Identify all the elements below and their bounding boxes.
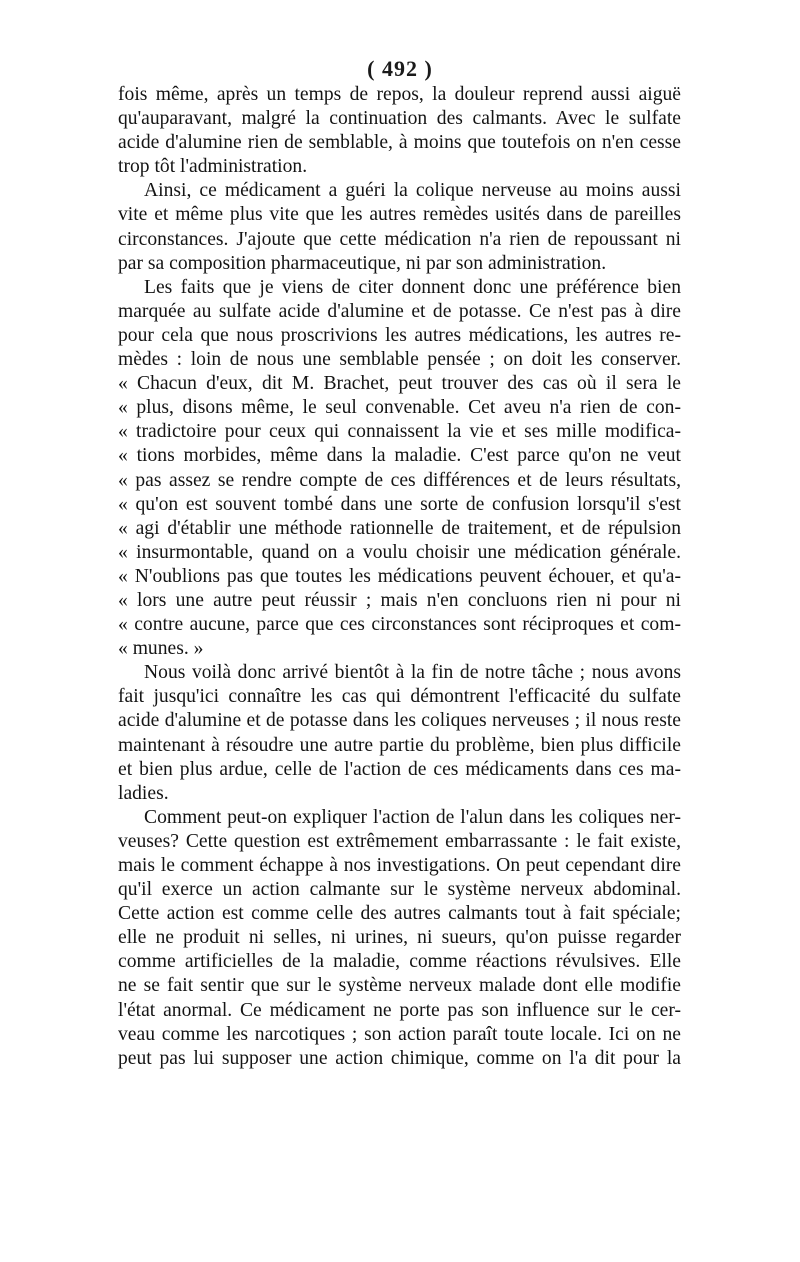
paragraph [118,179,681,275]
text-line: veau comme les narcotiques ; son action paraît toute locale. Ici on ne [118,1023,681,1045]
text-line: par sa composition pharmaceutique, ni par son administration. [118,252,607,274]
text-line: Les faits que je viens de citer donnent donc une préférence bien [144,276,681,298]
quote-line: « qu'on est souvent tombé dans une sorte de confusion lorsqu'il s'est [118,493,681,515]
quote-line: « Chacun d'eux, dit M. Brachet, peut trouver des cas où il sera le [118,373,681,395]
body-text [118,83,681,1071]
text-line: marquée au sulfate acide d'alumine et de potasse. Ce n'est pas à dire [118,300,681,322]
text-line: Nous voilà donc arrivé bientôt à la fin de notre tâche ; nous avons [144,662,681,684]
text-line: pour cela que nous proscrivions les autres médications, les autres re- [118,324,681,346]
paragraph [118,83,681,179]
quote-line: « lors une autre peut réussir ; mais n'en concluons rien ni pour ni [118,589,681,611]
text-line: fois même, après un temps de repos, la douleur reprend aussi aiguë [118,84,681,105]
quote-line: « munes. » [118,638,204,660]
text-line: ladies. [118,782,169,804]
text-line: Ainsi, ce médicament a guéri la colique nerveuse au moins aussi [144,180,681,202]
text-line: trop tôt l'administration. [118,156,308,178]
page-number: ( 492 ) [367,56,433,81]
text-line: fait jusqu'ici connaître les cas qui démontrent l'efficacité du sulfate [118,686,681,708]
quote-line: « tions morbides, même dans la maladie. C'est parce qu'on ne veut [118,445,681,467]
text-line: elle ne produit ni selles, ni urines, ni sueurs, qu'on puisse regarder [118,927,681,949]
quote-line: « pas assez se rendre compte de ces différences et de leurs résultats, [118,469,681,491]
quote-line: « insurmontable, quand on a voulu choisir une médication générale. [118,541,681,563]
text-line: l'état anormal. Ce médicament ne porte pas son influence sur le cer- [118,999,681,1021]
quote-line: « tradictoire pour ceux qui connaissent la vie et ses mille modifica- [118,421,681,443]
text-line: mais le comment échappe à nos investigations. On peut cependant dire [118,855,681,876]
quote-line: « N'oublions pas que toutes les médications peuvent échouer, et qu'a- [118,565,681,587]
paragraph [118,806,681,1071]
text-line: veuses? Cette question est extrêmement embarrassante : le fait existe, [118,830,681,852]
paragraph [118,276,681,662]
text-line: Comment peut-on expliquer l'action de l'alun dans les coliques ner- [144,806,681,828]
quote-line: « plus, disons même, le seul convenable. Cet aveu n'a rien de con- [118,397,681,419]
text-line: acide d'alumine et de potasse dans les coliques nerveuses ; il nous reste [118,710,681,732]
quote-line: « contre aucune, parce que ces circonstances sont réciproques et com- [118,614,681,636]
quote-line: « agi d'établir une méthode rationnelle de traitement, et de répulsion [118,517,681,539]
text-line: comme artificielles de la maladie, comme réactions révulsives. Elle [118,951,681,973]
text-line: qu'il exerce un action calmante sur le système nerveux abdominal. [118,879,681,901]
text-line: Cette action est comme celle des autres calmants tout à fait spéciale; [118,903,681,925]
text-line: peut pas lui supposer une action chimique, comme on l'a dit pour la [118,1047,681,1069]
text-line: mèdes : loin de nous une semblable pensée ; on doit les conserver. [118,349,681,371]
text-line: circonstances. J'ajoute que cette médication n'a rien de repoussant ni [118,228,681,250]
text-line: maintenant à résoudre une autre partie du problème, bien plus difficile [118,734,681,756]
text-line: acide d'alumine rien de semblable, à moins que toutefois on n'en cesse [118,132,681,154]
text-line: qu'auparavant, malgré la continuation des calmants. Avec le sulfate [118,108,681,130]
text-line: ne se fait sentir que sur le système nerveux malade dont elle modifie [118,975,681,997]
paragraph [118,661,681,806]
text-line: et bien plus ardue, celle de l'action de ces médicaments dans ces ma- [118,758,681,780]
text-line: vite et même plus vite que les autres remèdes usités dans de pareilles [118,204,681,226]
